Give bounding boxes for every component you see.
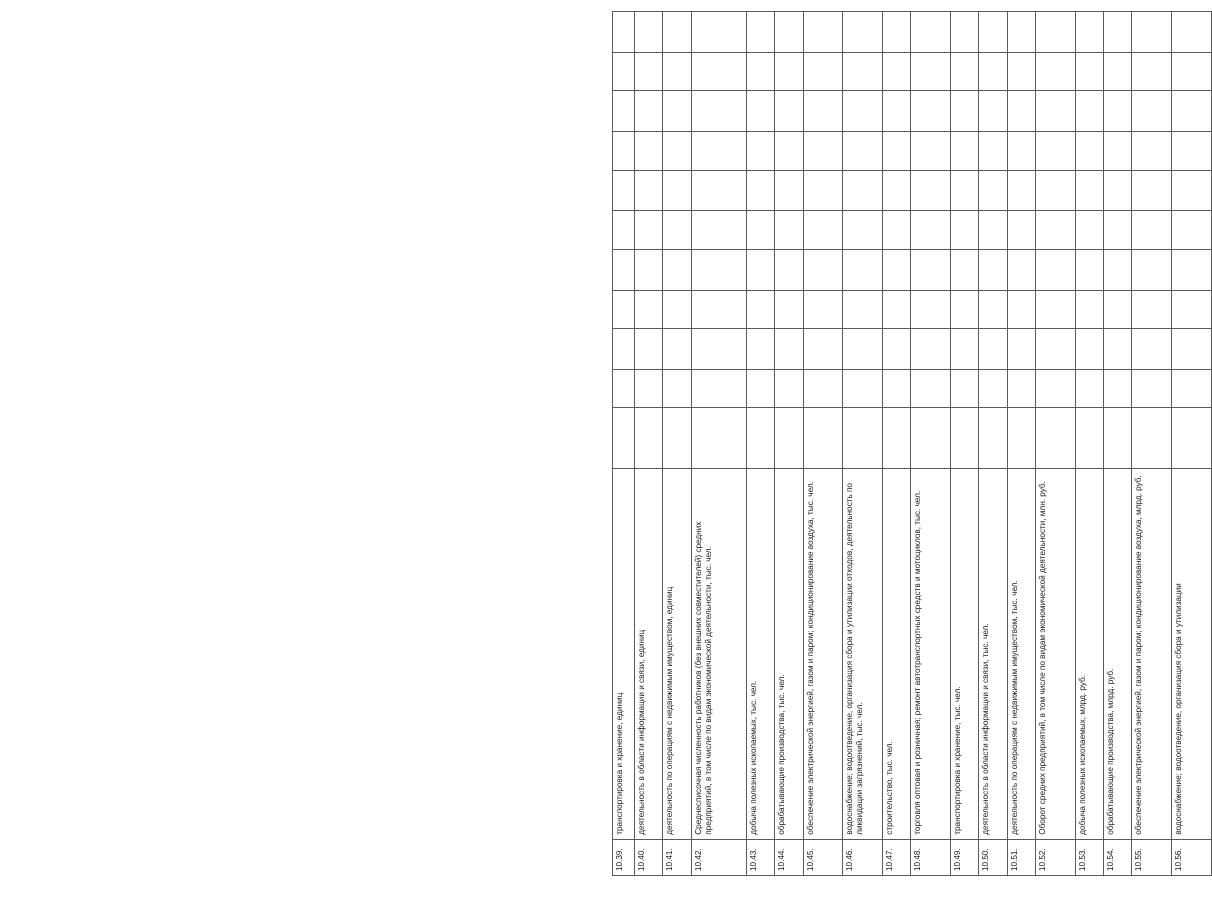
value-cell (843, 91, 883, 132)
value-cell (911, 12, 951, 53)
row-number: 10.46. (843, 839, 883, 875)
value-cell (691, 329, 747, 370)
value-cell (634, 249, 662, 290)
value-cell (747, 132, 775, 171)
row-number: 10.39. (613, 839, 635, 875)
value-cell (1007, 170, 1035, 211)
value-cell (1172, 12, 1212, 53)
value-cell (1035, 290, 1075, 329)
row-number: 10.43. (747, 839, 775, 875)
value-cell (1075, 12, 1103, 53)
row-number: 10.44. (775, 839, 803, 875)
value-cell (775, 211, 803, 250)
table-row (775, 12, 803, 876)
value-cell (613, 329, 635, 370)
value-cell (1007, 211, 1035, 250)
table-row (691, 12, 747, 876)
value-cell (747, 249, 775, 290)
row-number: 10.42. (691, 839, 747, 875)
value-cell (1007, 132, 1035, 171)
value-cell (951, 91, 979, 132)
row-description: добыча полезных ископаемых, тыс. чел. (747, 469, 775, 839)
row-number: 10.48. (911, 839, 951, 875)
row-description: обеспечение электрической энергией, газом и паром; кондиционирование воздуха, млрд. руб. (1132, 469, 1172, 839)
value-cell (951, 290, 979, 329)
table-row (979, 12, 1007, 876)
value-cell (613, 408, 635, 469)
table-row (843, 12, 883, 876)
value-cell (979, 290, 1007, 329)
value-cell (691, 12, 747, 53)
table-row (1104, 12, 1132, 876)
row-number: 10.54. (1104, 839, 1132, 875)
value-cell (775, 91, 803, 132)
value-cell (911, 290, 951, 329)
value-cell (1172, 329, 1212, 370)
value-cell (1104, 249, 1132, 290)
value-cell (663, 408, 691, 469)
value-cell (951, 408, 979, 469)
row-description: строительство, тыс. чел. (883, 469, 911, 839)
value-cell (691, 369, 747, 408)
row-description: деятельность в области информации и связи, тыс. чел. (979, 469, 1007, 839)
row-description: деятельность по операциям с недвижимым имуществом, единиц (663, 469, 691, 839)
row-description: добыча полезных ископаемых, млрд. руб. (1075, 469, 1103, 839)
value-cell (613, 12, 635, 53)
value-cell (747, 369, 775, 408)
value-cell (843, 170, 883, 211)
value-cell (803, 91, 843, 132)
value-cell (979, 12, 1007, 53)
value-cell (691, 52, 747, 91)
value-cell (691, 249, 747, 290)
value-cell (663, 290, 691, 329)
value-cell (775, 408, 803, 469)
value-cell (775, 369, 803, 408)
value-cell (747, 408, 775, 469)
value-cell (883, 369, 911, 408)
value-cell (1172, 211, 1212, 250)
value-cell (613, 170, 635, 211)
value-cell (613, 52, 635, 91)
row-description: водоснабжение; водоотведение, организация сбора и утилизации отходов, деятельность по ликвидации загрязнений, тыс. чел. (843, 469, 883, 839)
table-row (1132, 12, 1172, 876)
value-cell (1172, 52, 1212, 91)
value-cell (747, 211, 775, 250)
value-cell (979, 408, 1007, 469)
value-cell (747, 329, 775, 370)
value-cell (775, 12, 803, 53)
value-cell (883, 12, 911, 53)
value-cell (634, 211, 662, 250)
value-cell (1075, 211, 1103, 250)
value-cell (951, 52, 979, 91)
value-cell (1075, 52, 1103, 91)
value-cell (911, 408, 951, 469)
value-cell (747, 290, 775, 329)
value-cell (1035, 369, 1075, 408)
table-row (1007, 12, 1035, 876)
value-cell (979, 91, 1007, 132)
value-cell (747, 170, 775, 211)
row-description: Оборот средних предприятий, в том числе по видам экономической деятельности, млн. руб. (1035, 469, 1075, 839)
value-cell (1172, 290, 1212, 329)
value-cell (1104, 170, 1132, 211)
table-row (1172, 12, 1212, 876)
value-cell (1075, 408, 1103, 469)
value-cell (1132, 249, 1172, 290)
value-cell (634, 290, 662, 329)
value-cell (634, 408, 662, 469)
row-number: 10.47. (883, 839, 911, 875)
value-cell (1035, 52, 1075, 91)
value-cell (634, 132, 662, 171)
value-cell (951, 369, 979, 408)
value-cell (843, 52, 883, 91)
value-cell (1104, 52, 1132, 91)
value-cell (1007, 290, 1035, 329)
value-cell (1035, 91, 1075, 132)
value-cell (634, 91, 662, 132)
value-cell (911, 211, 951, 250)
value-cell (883, 132, 911, 171)
value-cell (1104, 132, 1132, 171)
value-cell (803, 12, 843, 53)
value-cell (1035, 329, 1075, 370)
value-cell (1104, 91, 1132, 132)
table-row (1075, 12, 1103, 876)
row-description: торговля оптовая и розничная; ремонт автотранспортных средств и мотоциклов, тыс. чел. (911, 469, 951, 839)
row-number: 10.51. (1007, 839, 1035, 875)
value-cell (1035, 170, 1075, 211)
value-cell (1075, 329, 1103, 370)
value-cell (883, 91, 911, 132)
value-cell (634, 12, 662, 53)
value-cell (747, 52, 775, 91)
table-row (803, 12, 843, 876)
value-cell (775, 249, 803, 290)
value-cell (1007, 369, 1035, 408)
value-cell (663, 12, 691, 53)
value-cell (1132, 329, 1172, 370)
value-cell (803, 369, 843, 408)
value-cell (803, 408, 843, 469)
value-cell (1132, 12, 1172, 53)
value-cell (634, 329, 662, 370)
value-cell (883, 52, 911, 91)
value-cell (979, 369, 1007, 408)
value-cell (883, 290, 911, 329)
value-cell (1035, 132, 1075, 171)
value-cell (663, 52, 691, 91)
rotated-table-sheet (612, 11, 1212, 876)
value-cell (1132, 290, 1172, 329)
value-cell (951, 329, 979, 370)
value-cell (613, 290, 635, 329)
value-cell (951, 12, 979, 53)
row-number: 10.52. (1035, 839, 1075, 875)
value-cell (979, 170, 1007, 211)
value-cell (663, 329, 691, 370)
value-cell (775, 132, 803, 171)
value-cell (1104, 369, 1132, 408)
value-cell (1172, 369, 1212, 408)
value-cell (613, 369, 635, 408)
row-number: 10.45. (803, 839, 843, 875)
value-cell (1172, 132, 1212, 171)
value-cell (843, 132, 883, 171)
value-cell (979, 211, 1007, 250)
value-cell (1132, 408, 1172, 469)
value-cell (691, 91, 747, 132)
row-number: 10.56. (1172, 839, 1212, 875)
value-cell (1132, 91, 1172, 132)
value-cell (883, 211, 911, 250)
value-cell (691, 408, 747, 469)
row-number: 10.50. (979, 839, 1007, 875)
value-cell (1172, 408, 1212, 469)
value-cell (803, 52, 843, 91)
value-cell (1075, 132, 1103, 171)
value-cell (613, 91, 635, 132)
value-cell (1104, 290, 1132, 329)
value-cell (1172, 91, 1212, 132)
value-cell (1035, 12, 1075, 53)
row-description: обрабатывающие производства, тыс. чел. (775, 469, 803, 839)
value-cell (691, 290, 747, 329)
value-cell (663, 249, 691, 290)
value-cell (663, 170, 691, 211)
value-cell (1132, 132, 1172, 171)
table-row (634, 12, 662, 876)
value-cell (951, 249, 979, 290)
value-cell (843, 290, 883, 329)
value-cell (883, 408, 911, 469)
value-cell (634, 52, 662, 91)
table-row (613, 12, 635, 876)
value-cell (1035, 249, 1075, 290)
row-number: 10.55. (1132, 839, 1172, 875)
row-number: 10.41. (663, 839, 691, 875)
value-cell (911, 249, 951, 290)
value-cell (803, 249, 843, 290)
value-cell (1172, 249, 1212, 290)
value-cell (843, 369, 883, 408)
value-cell (1007, 12, 1035, 53)
value-cell (1132, 369, 1172, 408)
value-cell (911, 170, 951, 211)
value-cell (911, 52, 951, 91)
value-cell (1132, 170, 1172, 211)
value-cell (691, 132, 747, 171)
value-cell (843, 329, 883, 370)
value-cell (775, 52, 803, 91)
table-row (663, 12, 691, 876)
value-cell (663, 211, 691, 250)
table-row (883, 12, 911, 876)
row-number: 10.49. (951, 839, 979, 875)
table-body (613, 12, 1212, 876)
value-cell (1075, 369, 1103, 408)
value-cell (1035, 211, 1075, 250)
row-description: обеспечение электрической энергией, газом и паром; кондиционирование воздуха, тыс. чел. (803, 469, 843, 839)
value-cell (747, 91, 775, 132)
value-cell (1075, 249, 1103, 290)
row-description: деятельность в области информации и связи, единиц (634, 469, 662, 839)
value-cell (613, 249, 635, 290)
value-cell (747, 12, 775, 53)
table-row (911, 12, 951, 876)
value-cell (843, 211, 883, 250)
table-row (951, 12, 979, 876)
value-cell (1075, 91, 1103, 132)
value-cell (803, 290, 843, 329)
value-cell (1075, 170, 1103, 211)
value-cell (803, 170, 843, 211)
value-cell (843, 408, 883, 469)
value-cell (663, 369, 691, 408)
value-cell (1132, 52, 1172, 91)
value-cell (803, 329, 843, 370)
value-cell (911, 91, 951, 132)
value-cell (1104, 12, 1132, 53)
value-cell (1007, 249, 1035, 290)
value-cell (691, 211, 747, 250)
indicator-table (612, 11, 1212, 876)
value-cell (1007, 52, 1035, 91)
row-description: водоснабжение; водоотведение, организация сбора и утилизации (1172, 469, 1212, 839)
value-cell (663, 91, 691, 132)
value-cell (843, 249, 883, 290)
value-cell (613, 132, 635, 171)
value-cell (803, 211, 843, 250)
value-cell (634, 369, 662, 408)
value-cell (1007, 408, 1035, 469)
value-cell (691, 170, 747, 211)
value-cell (1075, 290, 1103, 329)
row-description: Среднесписочная численность работников (без внешних совместителей) средних предприятий, в том числе по видам экономической деятельности, тыс. чел. (691, 469, 747, 839)
value-cell (951, 132, 979, 171)
value-cell (979, 52, 1007, 91)
table-row (747, 12, 775, 876)
value-cell (803, 132, 843, 171)
row-number: 10.40. (634, 839, 662, 875)
value-cell (1007, 329, 1035, 370)
value-cell (883, 249, 911, 290)
row-description: транспортировка и хранение, тыс. чел. (951, 469, 979, 839)
value-cell (843, 12, 883, 53)
value-cell (911, 369, 951, 408)
value-cell (775, 170, 803, 211)
table-row (1035, 12, 1075, 876)
value-cell (951, 170, 979, 211)
value-cell (1104, 211, 1132, 250)
value-cell (775, 329, 803, 370)
value-cell (911, 132, 951, 171)
value-cell (1132, 211, 1172, 250)
value-cell (911, 329, 951, 370)
value-cell (979, 249, 1007, 290)
value-cell (1035, 408, 1075, 469)
row-description: обрабатывающие производства, млрд. руб. (1104, 469, 1132, 839)
value-cell (775, 290, 803, 329)
value-cell (1104, 329, 1132, 370)
value-cell (663, 132, 691, 171)
value-cell (979, 329, 1007, 370)
row-number: 10.53. (1075, 839, 1103, 875)
value-cell (1104, 408, 1132, 469)
value-cell (951, 211, 979, 250)
value-cell (979, 132, 1007, 171)
value-cell (883, 170, 911, 211)
value-cell (883, 329, 911, 370)
value-cell (1172, 170, 1212, 211)
value-cell (1007, 91, 1035, 132)
value-cell (634, 170, 662, 211)
row-description: транспортировка и хранение, единиц (613, 469, 635, 839)
value-cell (613, 211, 635, 250)
row-description: деятельность по операциям с недвижимым имуществом, тыс. чел. (1007, 469, 1035, 839)
